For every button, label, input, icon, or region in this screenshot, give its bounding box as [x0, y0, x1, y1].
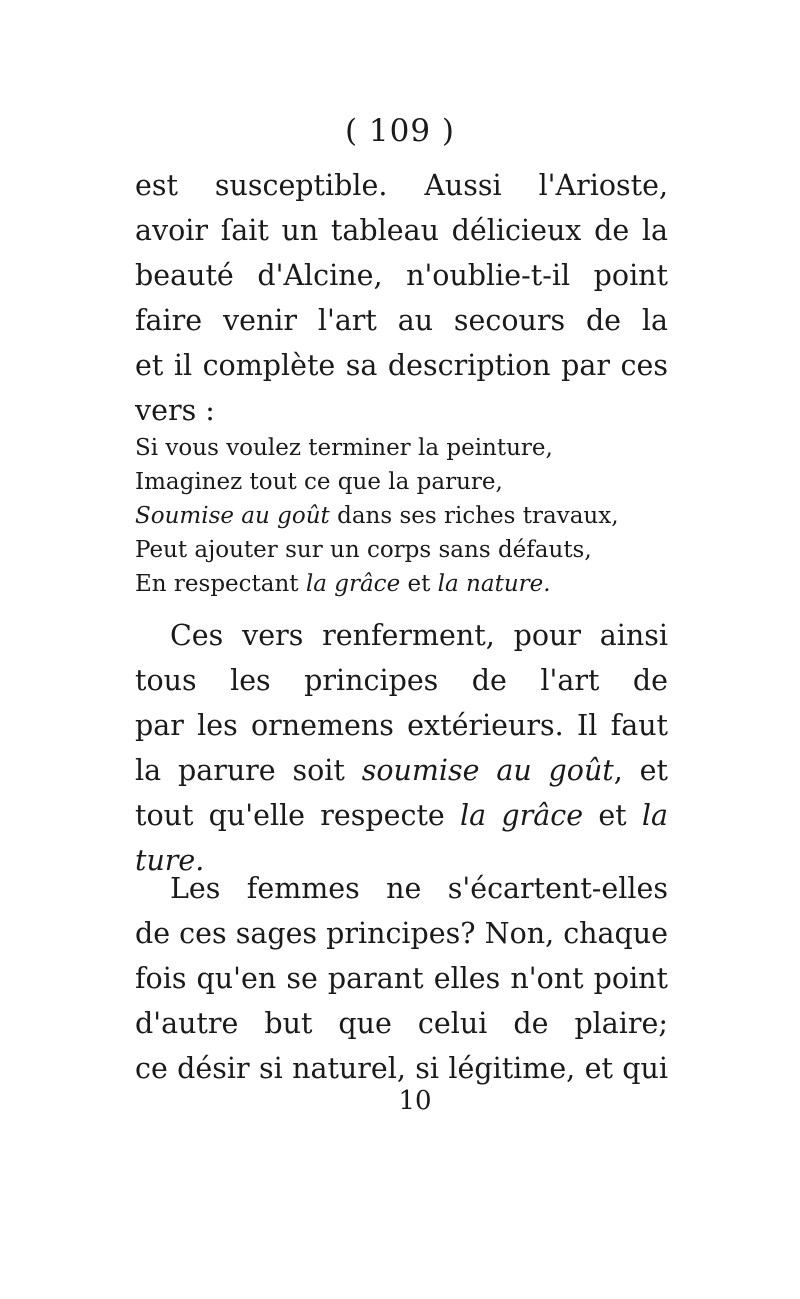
text-line: faire venir l'art au secours de la [135, 304, 668, 337]
text-line: Ces vers renferment, pour ainsi [170, 619, 668, 652]
verse-line [135, 567, 675, 601]
italic-phrase: la nature. [437, 571, 551, 597]
page-number: ( 109 ) [344, 113, 456, 149]
signature-mark: 10 [398, 1086, 432, 1116]
italic-phrase: la grâce [305, 571, 401, 597]
text-line: Les femmes ne s'écartent-elles [170, 872, 668, 905]
italic-phrase: Soumise au goût [135, 503, 330, 529]
text-run: tout qu'elle respecte [135, 799, 461, 832]
text-line: ce désir si naturel, si légitime, et qui [135, 1052, 668, 1085]
text-line [135, 793, 668, 838]
text-line: d'autre but que celui de plaire; [135, 1007, 668, 1040]
text-line: vers : [135, 394, 215, 427]
paragraph-2 [135, 613, 668, 883]
verse-quotation [135, 431, 675, 601]
text-line: fois qu'en se parant elles n'ont point [135, 962, 668, 995]
italic-phrase: ture. [135, 844, 205, 877]
italic-phrase: soumise au goût [361, 754, 614, 787]
text-line: est susceptible. Aussi l'Arioste, [135, 169, 668, 202]
verse-text: En respectant [135, 571, 306, 597]
italic-phrase: la [641, 799, 668, 832]
italic-phrase: la grâce [460, 799, 584, 832]
text-line: et il complète sa description par ces [135, 349, 668, 382]
text-line: par les ornemens extérieurs. Il faut [135, 709, 668, 742]
paragraph-1 [135, 163, 668, 433]
text-line: de ces sages principes? Non, chaque [135, 917, 668, 950]
verse-line [135, 499, 675, 533]
text-run: la parure soit [135, 754, 362, 787]
text-line: beauté d'Alcine, n'oublie-t-il point [135, 259, 668, 292]
paragraph-3 [135, 866, 668, 1091]
verse-line: Imaginez tout ce que la parure, [135, 469, 503, 495]
verse-line: Peut ajouter sur un corps sans défauts, [135, 537, 592, 563]
text-line: tous les principes de l'art de [135, 664, 668, 697]
verse-text: et [400, 571, 438, 597]
verse-line: Si vous voulez terminer la peinture, [135, 435, 553, 461]
text-line: avoir ſait un tableau délicieux de la [135, 214, 668, 247]
text-run: et [583, 799, 642, 832]
verse-text: dans ses riches travaux, [329, 503, 619, 529]
text-line [135, 748, 668, 793]
text-run: , et [613, 754, 668, 787]
